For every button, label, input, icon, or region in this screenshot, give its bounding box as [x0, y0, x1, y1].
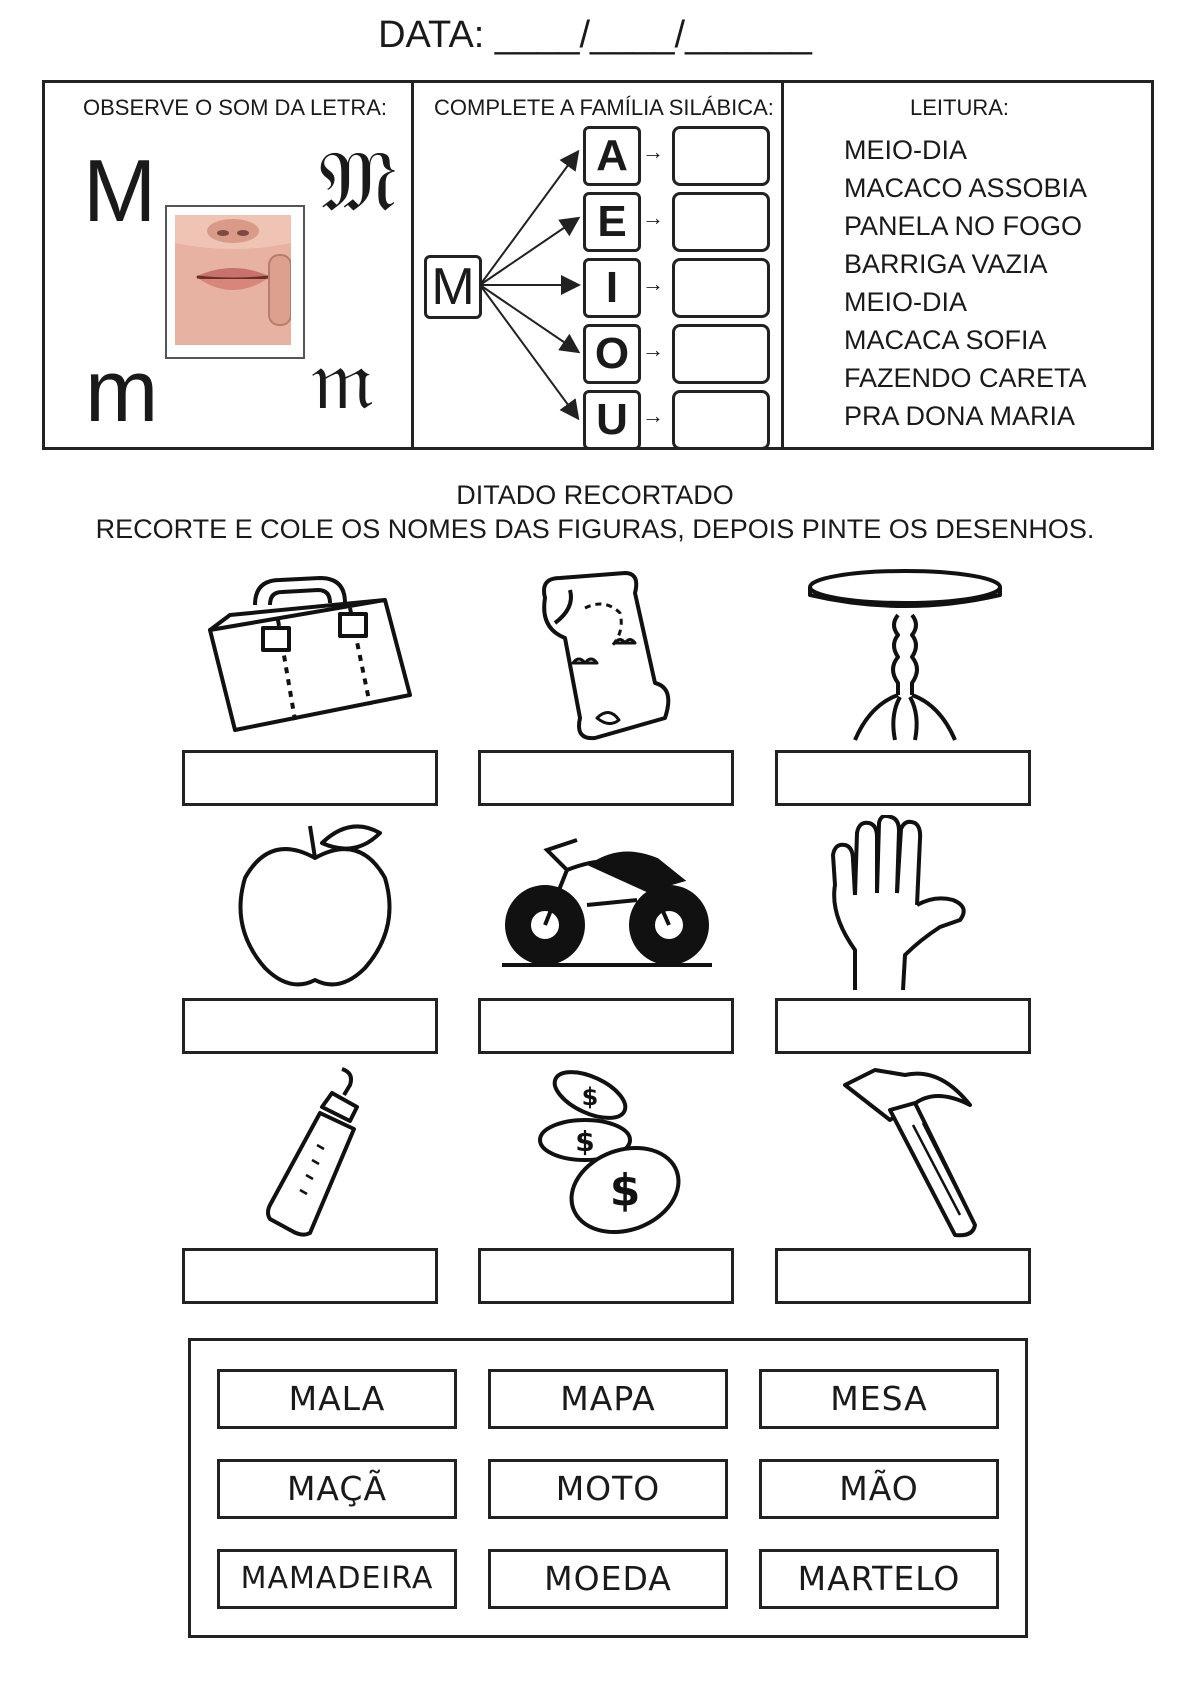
answer-blank[interactable] [478, 998, 734, 1054]
map-illustration [525, 568, 685, 743]
word-card[interactable]: MAPA [488, 1369, 728, 1429]
vowel-i-box: I [583, 258, 641, 318]
letter-sound-heading: OBSERVE O SOM DA LETRA: [83, 95, 388, 120]
answer-blank[interactable] [478, 1248, 734, 1304]
motorcycle-illustration [497, 830, 717, 970]
cursive-lowercase-letter: 𝔪 [311, 330, 375, 428]
cursive-uppercase-letter: 𝔐 [319, 132, 397, 230]
vowel-a-box: A [583, 126, 641, 186]
table-illustration [800, 565, 1010, 745]
word-card[interactable]: MALA [217, 1369, 457, 1429]
syllable-answer-box[interactable] [672, 258, 770, 318]
reading-line: PRA DONA MARIA [844, 401, 1076, 431]
reading-line: MEIO-DIA [844, 135, 968, 165]
syllable-answer-box[interactable] [672, 126, 770, 186]
answer-blank[interactable] [478, 750, 734, 806]
uppercase-letter: M [83, 141, 157, 240]
dictation-title: DITADO RECORTADO [456, 480, 734, 510]
reading-line: FAZENDO CARETA [844, 363, 1087, 393]
lowercase-letter: m [85, 341, 159, 440]
syllable-answer-box[interactable] [672, 192, 770, 252]
word-card[interactable]: MAÇÃ [217, 1459, 457, 1519]
word-card[interactable]: MESA [759, 1369, 999, 1429]
mouth-illustration [175, 215, 291, 345]
word-card[interactable]: MOTO [488, 1459, 728, 1519]
consonant-box: M [424, 255, 482, 319]
reading-heading: LEITURA: [910, 95, 1010, 120]
syllable-answer-box[interactable] [672, 324, 770, 384]
hammer-illustration [835, 1065, 985, 1240]
vowel-o-box: O [583, 324, 641, 384]
dictation-instructions: RECORTE E COLE OS NOMES DAS FIGURAS, DEPOIS PINTE OS DESENHOS. [95, 514, 1095, 544]
word-card[interactable]: MAMADEIRA [217, 1549, 457, 1609]
answer-blank[interactable] [182, 998, 438, 1054]
arrow-icon: → [642, 337, 664, 362]
word-card[interactable]: MÃO [759, 1459, 999, 1519]
arrow-icon: → [642, 271, 664, 296]
vowel-u-box: U [583, 390, 641, 450]
syllable-family-panel [411, 80, 784, 450]
reading-line: BARRIGA VAZIA [844, 249, 1048, 279]
answer-blank[interactable] [775, 750, 1031, 806]
vowel-e-box: E [583, 192, 641, 252]
mouth-photo [165, 205, 305, 359]
reading-line: PANELA NO FOGO [844, 211, 1083, 241]
syllable-family-heading: COMPLETE A FAMÍLIA SILÁBICA: [434, 95, 774, 120]
answer-blank[interactable] [182, 1248, 438, 1304]
answer-blank[interactable] [182, 750, 438, 806]
svg-text:$: $ [575, 1125, 595, 1158]
word-bank [188, 1338, 1028, 1638]
reading-line: MEIO-DIA [844, 287, 968, 317]
syllable-answer-box[interactable] [672, 390, 770, 450]
word-card[interactable]: MOEDA [488, 1549, 728, 1609]
reading-panel [781, 80, 1154, 450]
word-card[interactable]: MARTELO [759, 1549, 999, 1609]
coins-illustration [530, 1065, 690, 1240]
reading-line: MACACO ASSOBIA [844, 173, 1088, 203]
date-line: DATA: ____/____/______ [378, 14, 812, 56]
answer-blank[interactable] [775, 998, 1031, 1054]
apple-illustration [230, 818, 400, 993]
baby-bottle-illustration [262, 1065, 372, 1240]
svg-text:$: $ [581, 1083, 599, 1111]
letter-sound-panel [42, 80, 414, 450]
hand-illustration [825, 815, 985, 995]
answer-blank[interactable] [775, 1248, 1031, 1304]
suitcase-illustration [200, 570, 420, 740]
svg-text:$: $ [609, 1165, 641, 1216]
arrow-icon: → [642, 205, 664, 230]
reading-line: MACACA SOFIA [844, 325, 1047, 355]
arrow-icon: → [642, 139, 664, 164]
arrow-icon: → [642, 403, 664, 428]
